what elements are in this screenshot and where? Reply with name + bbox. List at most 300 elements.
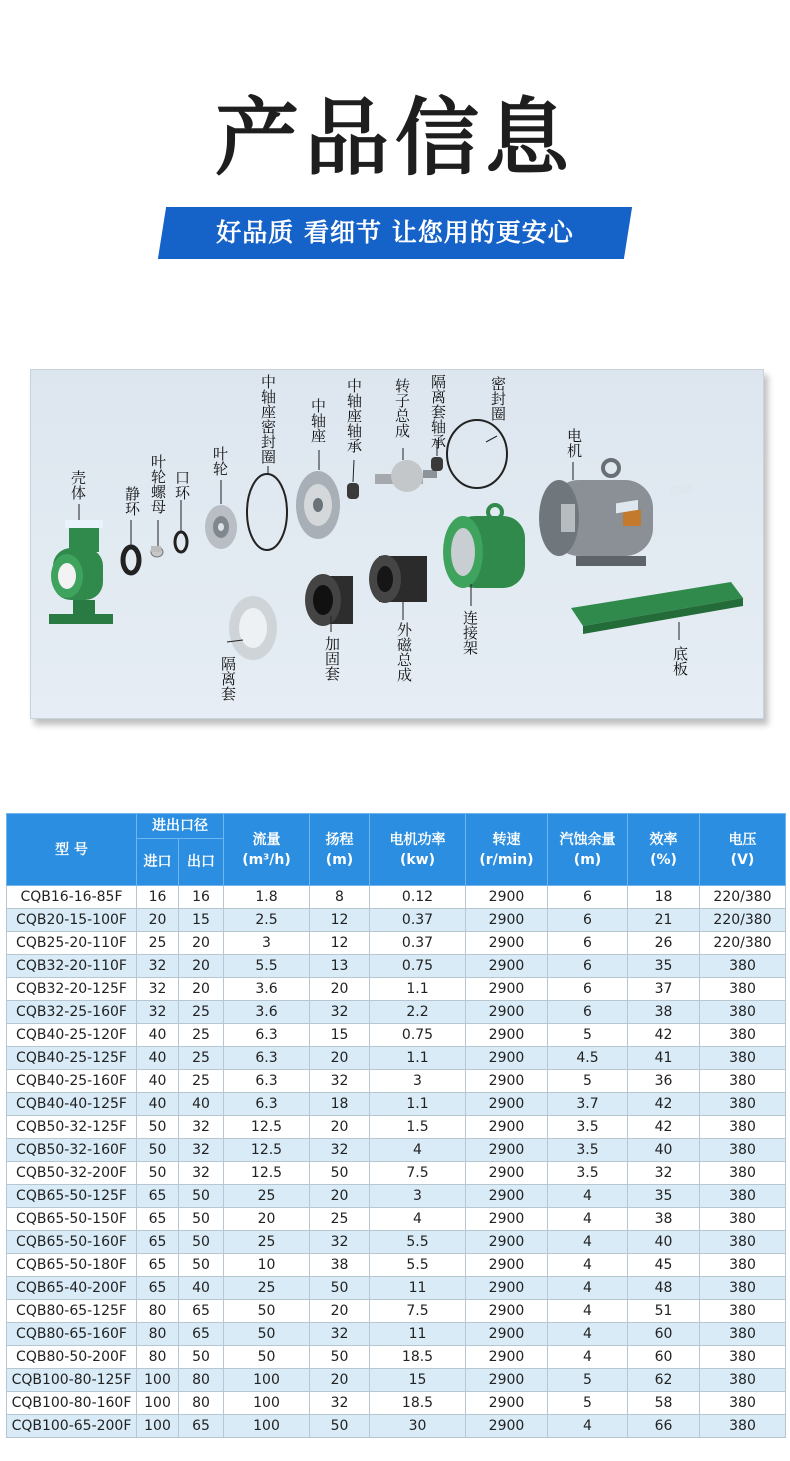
table-cell: 2900 bbox=[466, 1254, 548, 1277]
table-cell: 40 bbox=[179, 1277, 224, 1300]
table-row bbox=[7, 1047, 786, 1070]
table-cell: 4 bbox=[548, 1254, 628, 1277]
table-cell: 80 bbox=[137, 1323, 179, 1346]
table-cell: 32 bbox=[137, 978, 179, 1001]
table-cell: CQB32-20-110F bbox=[7, 955, 137, 978]
table-cell: 20 bbox=[179, 932, 224, 955]
table-cell: 80 bbox=[137, 1346, 179, 1369]
table-cell: 4.5 bbox=[548, 1047, 628, 1070]
table-row bbox=[7, 1070, 786, 1093]
table-cell: 4 bbox=[548, 1231, 628, 1254]
table-row bbox=[7, 1392, 786, 1415]
table-cell: 6.3 bbox=[224, 1024, 310, 1047]
table-cell: 2900 bbox=[466, 1208, 548, 1231]
table-cell: 6 bbox=[548, 909, 628, 932]
table-cell: CQB65-50-150F bbox=[7, 1208, 137, 1231]
table-cell: 25 bbox=[224, 1277, 310, 1300]
table-cell: 0.75 bbox=[370, 1024, 466, 1047]
table-cell: 2900 bbox=[466, 1277, 548, 1300]
table-cell: 6.3 bbox=[224, 1093, 310, 1116]
table-cell: 2900 bbox=[466, 1369, 548, 1392]
table-cell: 2900 bbox=[466, 1346, 548, 1369]
table-cell: 2900 bbox=[466, 1231, 548, 1254]
bracket-part bbox=[443, 505, 525, 588]
label-isolation-sleeve: 隔离套 bbox=[219, 656, 237, 701]
table-row bbox=[7, 1346, 786, 1369]
table-cell: 4 bbox=[548, 1300, 628, 1323]
table-cell: 380 bbox=[700, 978, 786, 1001]
table-cell: 380 bbox=[700, 1323, 786, 1346]
table-row bbox=[7, 886, 786, 909]
table-cell: 40 bbox=[628, 1231, 700, 1254]
table-cell: 2900 bbox=[466, 1185, 548, 1208]
table-cell: 32 bbox=[310, 1323, 370, 1346]
table-cell: 32 bbox=[179, 1162, 224, 1185]
table-cell: CQB80-50-200F bbox=[7, 1346, 137, 1369]
table-cell: 50 bbox=[179, 1254, 224, 1277]
table-cell: 380 bbox=[700, 1231, 786, 1254]
table-row bbox=[7, 978, 786, 1001]
header-diameter: 进出口径 bbox=[137, 814, 224, 839]
table-cell: 42 bbox=[628, 1116, 700, 1139]
table-cell: CQB32-25-160F bbox=[7, 1001, 137, 1024]
table-cell: 6 bbox=[548, 955, 628, 978]
header-flow: 流量 (m³/h) bbox=[224, 814, 310, 886]
table-cell: 4 bbox=[548, 1208, 628, 1231]
table-cell: 220/380 bbox=[700, 909, 786, 932]
table-cell: CQB100-80-160F bbox=[7, 1392, 137, 1415]
table-cell: 40 bbox=[137, 1093, 179, 1116]
table-cell: 32 bbox=[310, 1070, 370, 1093]
table-cell: 380 bbox=[700, 1369, 786, 1392]
table-cell: 66 bbox=[628, 1415, 700, 1438]
table-cell: 20 bbox=[137, 909, 179, 932]
table-cell: 6 bbox=[548, 978, 628, 1001]
table-cell: 65 bbox=[137, 1185, 179, 1208]
table-cell: 12.5 bbox=[224, 1162, 310, 1185]
static-ring-part bbox=[123, 547, 139, 573]
table-row bbox=[7, 1277, 786, 1300]
table-cell: 3.5 bbox=[548, 1162, 628, 1185]
table-cell: 380 bbox=[700, 1093, 786, 1116]
table-cell: CQB65-50-125F bbox=[7, 1185, 137, 1208]
table-cell: 30 bbox=[370, 1415, 466, 1438]
table-cell: 48 bbox=[628, 1277, 700, 1300]
table-cell: 18 bbox=[310, 1093, 370, 1116]
table-cell: 220/380 bbox=[700, 886, 786, 909]
table-cell: 25 bbox=[179, 1024, 224, 1047]
table-cell: 20 bbox=[179, 978, 224, 1001]
table-cell: 20 bbox=[179, 955, 224, 978]
header-inlet: 进口 bbox=[137, 839, 179, 886]
table-cell: 65 bbox=[179, 1415, 224, 1438]
table-cell: 8 bbox=[310, 886, 370, 909]
table-cell: 50 bbox=[310, 1162, 370, 1185]
table-cell: 65 bbox=[179, 1323, 224, 1346]
isolation-sleeve-part bbox=[229, 596, 277, 660]
table-cell: 2900 bbox=[466, 955, 548, 978]
header-efficiency: 效率 (%) bbox=[628, 814, 700, 886]
table-cell: 10 bbox=[224, 1254, 310, 1277]
table-cell: CQB50-32-125F bbox=[7, 1116, 137, 1139]
table-cell: CQB50-32-200F bbox=[7, 1162, 137, 1185]
table-cell: 0.37 bbox=[370, 932, 466, 955]
table-cell: CQB80-65-125F bbox=[7, 1300, 137, 1323]
table-cell: 60 bbox=[628, 1323, 700, 1346]
table-cell: 4 bbox=[370, 1208, 466, 1231]
label-base: 底板 bbox=[671, 646, 689, 676]
spec-table bbox=[6, 813, 786, 1438]
header-model: 型 号 bbox=[7, 814, 137, 886]
table-cell: 0.75 bbox=[370, 955, 466, 978]
table-cell: 20 bbox=[310, 1116, 370, 1139]
table-cell: 32 bbox=[179, 1116, 224, 1139]
reinforce-sleeve-part bbox=[305, 574, 353, 626]
table-cell: 2900 bbox=[466, 1162, 548, 1185]
table-cell: CQB25-20-110F bbox=[7, 932, 137, 955]
table-cell: 65 bbox=[137, 1277, 179, 1300]
table-cell: 80 bbox=[137, 1300, 179, 1323]
table-cell: 380 bbox=[700, 1415, 786, 1438]
table-cell: 6 bbox=[548, 1001, 628, 1024]
table-cell: 2900 bbox=[466, 1070, 548, 1093]
table-cell: 15 bbox=[370, 1369, 466, 1392]
table-cell: 100 bbox=[224, 1369, 310, 1392]
table-cell: 38 bbox=[310, 1254, 370, 1277]
table-cell: 40 bbox=[628, 1139, 700, 1162]
table-cell: 32 bbox=[137, 1001, 179, 1024]
table-cell: 58 bbox=[628, 1392, 700, 1415]
table-cell: 2900 bbox=[466, 886, 548, 909]
table-cell: CQB40-25-120F bbox=[7, 1024, 137, 1047]
table-cell: 380 bbox=[700, 1208, 786, 1231]
table-cell: 20 bbox=[310, 1369, 370, 1392]
table-cell: 38 bbox=[628, 1208, 700, 1231]
table-cell: 100 bbox=[137, 1392, 179, 1415]
table-cell: CQB80-65-160F bbox=[7, 1323, 137, 1346]
table-cell: 40 bbox=[137, 1070, 179, 1093]
table-row bbox=[7, 1415, 786, 1438]
table-cell: CQB100-65-200F bbox=[7, 1415, 137, 1438]
table-cell: 7.5 bbox=[370, 1300, 466, 1323]
table-cell: 380 bbox=[700, 1392, 786, 1415]
table-cell: 50 bbox=[179, 1346, 224, 1369]
table-row bbox=[7, 1208, 786, 1231]
table-cell: 2900 bbox=[466, 1300, 548, 1323]
table-cell: 50 bbox=[137, 1139, 179, 1162]
header-npsh: 汽蚀余量 (m) bbox=[548, 814, 628, 886]
table-cell: 25 bbox=[179, 1001, 224, 1024]
table-cell: 50 bbox=[224, 1300, 310, 1323]
label-impeller-nut: 叶轮螺母 bbox=[149, 454, 167, 514]
table-cell: 50 bbox=[179, 1185, 224, 1208]
table-cell: CQB50-32-160F bbox=[7, 1139, 137, 1162]
table-cell: 3.6 bbox=[224, 978, 310, 1001]
label-static-ring: 静环 bbox=[123, 486, 141, 516]
table-cell: 60 bbox=[628, 1346, 700, 1369]
label-mid-seat: 中轴座 bbox=[309, 398, 327, 443]
label-outer-magnet: 外磁总成 bbox=[395, 622, 413, 682]
table-cell: CQB32-20-125F bbox=[7, 978, 137, 1001]
table-cell: 100 bbox=[137, 1415, 179, 1438]
table-cell: 4 bbox=[548, 1323, 628, 1346]
table-row bbox=[7, 1185, 786, 1208]
table-cell: 12.5 bbox=[224, 1139, 310, 1162]
table-row bbox=[7, 1254, 786, 1277]
table-cell: 0.37 bbox=[370, 909, 466, 932]
page-title: 产品信息 bbox=[214, 89, 575, 187]
table-cell: 50 bbox=[310, 1277, 370, 1300]
label-mid-seat-seal: 中轴座密封圈 bbox=[259, 374, 277, 464]
table-cell: 20 bbox=[310, 978, 370, 1001]
header-speed: 转速 (r/min) bbox=[466, 814, 548, 886]
table-cell: 6 bbox=[548, 932, 628, 955]
table-cell: 20 bbox=[310, 1047, 370, 1070]
table-cell: 100 bbox=[224, 1415, 310, 1438]
table-cell: 1.1 bbox=[370, 1047, 466, 1070]
table-cell: 65 bbox=[137, 1254, 179, 1277]
exploded-pump-diagram bbox=[30, 369, 764, 719]
table-row bbox=[7, 1139, 786, 1162]
table-cell: 80 bbox=[179, 1392, 224, 1415]
table-cell: 11 bbox=[370, 1277, 466, 1300]
label-rotor: 转子总成 bbox=[393, 378, 411, 438]
table-cell: 100 bbox=[137, 1369, 179, 1392]
table-cell: 2900 bbox=[466, 1139, 548, 1162]
table-cell: 25 bbox=[224, 1185, 310, 1208]
spec-table-body bbox=[7, 886, 786, 1438]
table-cell: 32 bbox=[310, 1231, 370, 1254]
table-cell: 51 bbox=[628, 1300, 700, 1323]
label-sleeve-bearing: 隔离套轴承 bbox=[429, 374, 447, 449]
table-cell: 2900 bbox=[466, 1116, 548, 1139]
table-row bbox=[7, 1116, 786, 1139]
table-cell: 1.1 bbox=[370, 978, 466, 1001]
table-cell: 4 bbox=[548, 1415, 628, 1438]
table-cell: 2900 bbox=[466, 1093, 548, 1116]
table-cell: 2900 bbox=[466, 932, 548, 955]
table-cell: 5 bbox=[548, 1024, 628, 1047]
table-cell: 2900 bbox=[466, 978, 548, 1001]
table-cell: 5.5 bbox=[370, 1231, 466, 1254]
table-cell: 50 bbox=[310, 1346, 370, 1369]
table-cell: 3.5 bbox=[548, 1139, 628, 1162]
table-cell: 6.3 bbox=[224, 1047, 310, 1070]
table-cell: 15 bbox=[179, 909, 224, 932]
label-mouth-ring: 口环 bbox=[173, 470, 191, 500]
table-cell: 65 bbox=[137, 1208, 179, 1231]
mid-seat-bearing-part bbox=[347, 483, 359, 499]
impeller-part bbox=[205, 505, 237, 549]
table-cell: 3.7 bbox=[548, 1093, 628, 1116]
table-cell: 380 bbox=[700, 1277, 786, 1300]
label-seal-ring: 密封圈 bbox=[489, 376, 507, 421]
table-cell: 2900 bbox=[466, 909, 548, 932]
table-row bbox=[7, 1231, 786, 1254]
rotor-part bbox=[375, 460, 437, 492]
table-row bbox=[7, 1024, 786, 1047]
table-row bbox=[7, 1001, 786, 1024]
table-row bbox=[7, 909, 786, 932]
table-cell: 20 bbox=[310, 1300, 370, 1323]
table-cell: 2900 bbox=[466, 1392, 548, 1415]
table-cell: 380 bbox=[700, 1024, 786, 1047]
table-cell: 15 bbox=[310, 1024, 370, 1047]
table-cell: 5 bbox=[548, 1392, 628, 1415]
table-cell: 4 bbox=[548, 1346, 628, 1369]
table-cell: 32 bbox=[137, 955, 179, 978]
subtitle-text: 好品质 看细节 让您用的更安心 bbox=[216, 218, 574, 247]
table-cell: 25 bbox=[137, 932, 179, 955]
label-mid-seat-bearing: 中轴座轴承 bbox=[345, 378, 363, 453]
table-cell: 40 bbox=[137, 1024, 179, 1047]
table-cell: 50 bbox=[224, 1323, 310, 1346]
table-cell: 2.5 bbox=[224, 909, 310, 932]
table-cell: 50 bbox=[137, 1162, 179, 1185]
impeller-nut-part bbox=[151, 546, 163, 557]
table-cell: CQB65-50-160F bbox=[7, 1231, 137, 1254]
table-cell: 1.5 bbox=[370, 1116, 466, 1139]
table-cell: 1.1 bbox=[370, 1093, 466, 1116]
table-cell: 3 bbox=[370, 1185, 466, 1208]
table-row bbox=[7, 1300, 786, 1323]
table-cell: 4 bbox=[370, 1139, 466, 1162]
table-cell: 25 bbox=[310, 1208, 370, 1231]
table-cell: 50 bbox=[224, 1346, 310, 1369]
table-cell: 18.5 bbox=[370, 1346, 466, 1369]
table-cell: 12 bbox=[310, 909, 370, 932]
table-cell: 3 bbox=[370, 1070, 466, 1093]
table-cell: 0.12 bbox=[370, 886, 466, 909]
table-cell: 2.2 bbox=[370, 1001, 466, 1024]
table-cell: CQB16-16-85F bbox=[7, 886, 137, 909]
table-cell: 25 bbox=[179, 1047, 224, 1070]
sleeve-bearing-part bbox=[431, 457, 443, 471]
table-row bbox=[7, 932, 786, 955]
motor-part bbox=[539, 460, 653, 566]
table-cell: 4 bbox=[548, 1185, 628, 1208]
table-row bbox=[7, 955, 786, 978]
table-cell: 12 bbox=[310, 932, 370, 955]
label-impeller: 叶轮 bbox=[211, 446, 229, 476]
label-reinforce-sleeve: 加固套 bbox=[323, 636, 341, 681]
header-outlet: 出口 bbox=[179, 839, 224, 886]
table-cell: 380 bbox=[700, 1254, 786, 1277]
table-cell: 65 bbox=[179, 1300, 224, 1323]
table-cell: CQB65-40-200F bbox=[7, 1277, 137, 1300]
header-power: 电机功率 (kw) bbox=[370, 814, 466, 886]
table-cell: 7.5 bbox=[370, 1162, 466, 1185]
table-cell: 100 bbox=[224, 1392, 310, 1415]
table-cell: 42 bbox=[628, 1024, 700, 1047]
table-cell: 50 bbox=[179, 1208, 224, 1231]
table-cell: 20 bbox=[310, 1185, 370, 1208]
table-cell: 50 bbox=[137, 1116, 179, 1139]
table-cell: 32 bbox=[310, 1392, 370, 1415]
table-cell: 38 bbox=[628, 1001, 700, 1024]
table-cell: 380 bbox=[700, 955, 786, 978]
mid-seat-part bbox=[296, 471, 340, 539]
table-cell: 12.5 bbox=[224, 1116, 310, 1139]
table-cell: 220/380 bbox=[700, 932, 786, 955]
table-cell: 32 bbox=[179, 1139, 224, 1162]
table-cell: 3 bbox=[224, 932, 310, 955]
table-cell: 4 bbox=[548, 1277, 628, 1300]
table-cell: 32 bbox=[628, 1162, 700, 1185]
table-cell: CQB65-50-180F bbox=[7, 1254, 137, 1277]
table-cell: 25 bbox=[179, 1070, 224, 1093]
table-cell: 37 bbox=[628, 978, 700, 1001]
table-cell: 5 bbox=[548, 1369, 628, 1392]
table-cell: CQB40-40-125F bbox=[7, 1093, 137, 1116]
table-row bbox=[7, 1093, 786, 1116]
table-cell: 380 bbox=[700, 1001, 786, 1024]
table-row bbox=[7, 1162, 786, 1185]
header-head: 扬程 (m) bbox=[310, 814, 370, 886]
table-cell: 380 bbox=[700, 1185, 786, 1208]
table-cell: 16 bbox=[179, 886, 224, 909]
table-cell: 6.3 bbox=[224, 1070, 310, 1093]
table-cell: 2900 bbox=[466, 1001, 548, 1024]
table-cell: 18.5 bbox=[370, 1392, 466, 1415]
table-cell: 2900 bbox=[466, 1047, 548, 1070]
table-cell: 21 bbox=[628, 909, 700, 932]
table-cell: 45 bbox=[628, 1254, 700, 1277]
table-cell: 40 bbox=[179, 1093, 224, 1116]
table-cell: 26 bbox=[628, 932, 700, 955]
mid-seat-seal-part bbox=[247, 474, 287, 550]
table-cell: 16 bbox=[137, 886, 179, 909]
table-row bbox=[7, 1323, 786, 1346]
table-cell: 40 bbox=[137, 1047, 179, 1070]
label-bracket: 连接架 bbox=[461, 610, 479, 655]
table-cell: CQB20-15-100F bbox=[7, 909, 137, 932]
table-row bbox=[7, 1369, 786, 1392]
table-cell: 35 bbox=[628, 955, 700, 978]
table-cell: CQB100-80-125F bbox=[7, 1369, 137, 1392]
table-cell: 3.6 bbox=[224, 1001, 310, 1024]
table-cell: 65 bbox=[137, 1231, 179, 1254]
table-cell: 1.8 bbox=[224, 886, 310, 909]
table-cell: 380 bbox=[700, 1070, 786, 1093]
table-cell: 380 bbox=[700, 1047, 786, 1070]
table-cell: 380 bbox=[700, 1162, 786, 1185]
table-cell: 20 bbox=[224, 1208, 310, 1231]
label-shell: 壳体 bbox=[69, 470, 87, 500]
table-cell: 11 bbox=[370, 1323, 466, 1346]
table-cell: 380 bbox=[700, 1139, 786, 1162]
table-cell: 5.5 bbox=[370, 1254, 466, 1277]
shell-part bbox=[49, 520, 113, 624]
table-cell: 62 bbox=[628, 1369, 700, 1392]
table-cell: 5.5 bbox=[224, 955, 310, 978]
table-cell: 41 bbox=[628, 1047, 700, 1070]
table-cell: 18 bbox=[628, 886, 700, 909]
label-motor: 电机 bbox=[565, 428, 583, 458]
table-cell: 80 bbox=[179, 1369, 224, 1392]
mouth-ring-part bbox=[175, 532, 187, 552]
table-cell: 32 bbox=[310, 1139, 370, 1162]
table-cell: 380 bbox=[700, 1116, 786, 1139]
table-cell: 42 bbox=[628, 1093, 700, 1116]
table-cell: 50 bbox=[310, 1415, 370, 1438]
table-cell: 380 bbox=[700, 1300, 786, 1323]
table-cell: 25 bbox=[224, 1231, 310, 1254]
table-cell: 2900 bbox=[466, 1323, 548, 1346]
table-cell: 2900 bbox=[466, 1415, 548, 1438]
table-cell: 32 bbox=[310, 1001, 370, 1024]
table-cell: 35 bbox=[628, 1185, 700, 1208]
